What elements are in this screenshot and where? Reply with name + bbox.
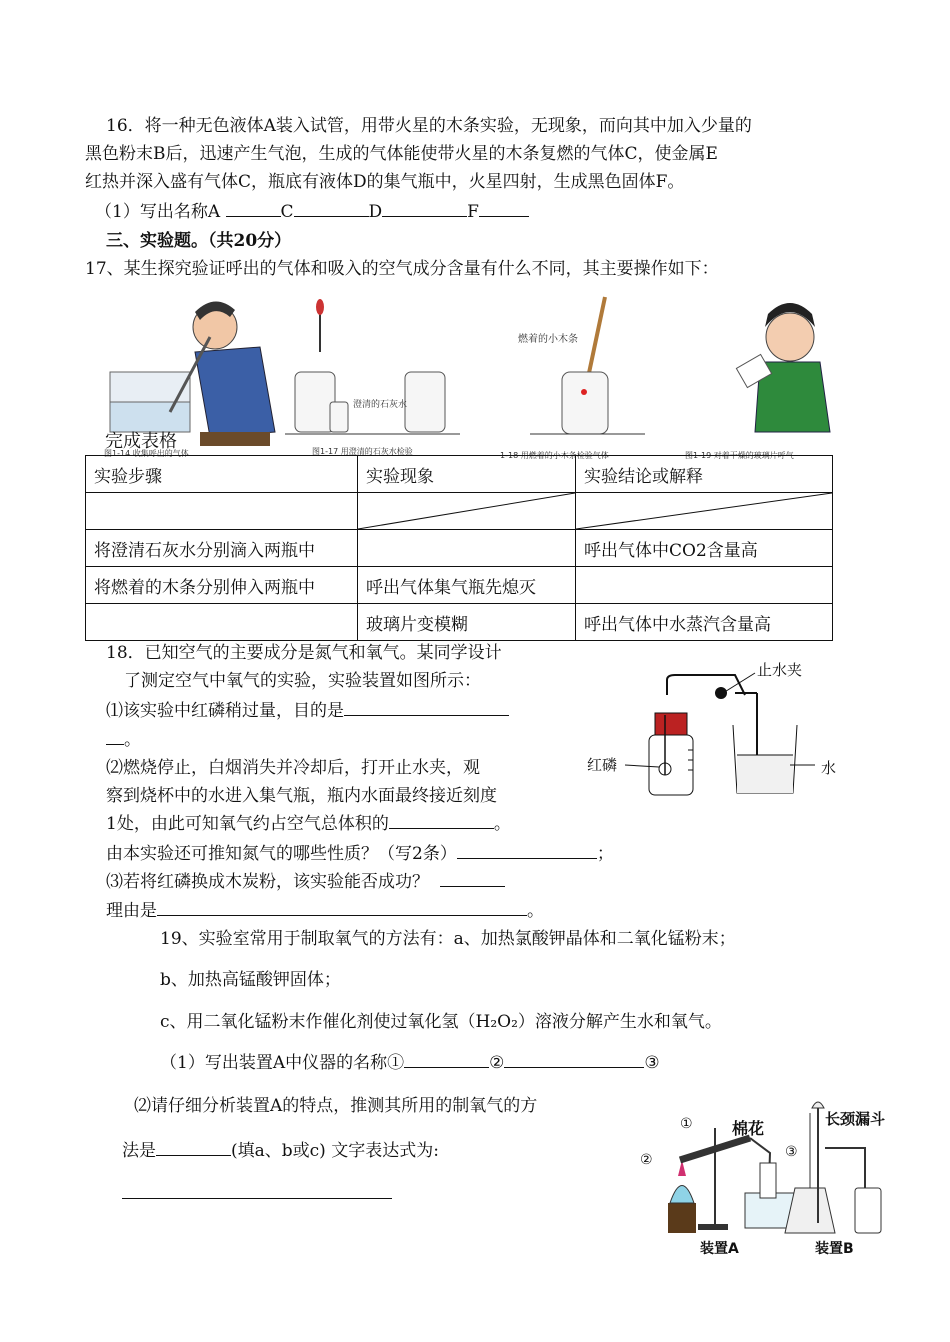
blank-charcoal-success[interactable] [440, 868, 505, 887]
blank-oxygen-fraction[interactable] [389, 810, 494, 829]
q19-sub2b-text: 法是 [122, 1141, 156, 1161]
q18-p3-text: ⑶若将红磷换成木炭粉，该实验能否成功？ [106, 872, 429, 892]
girl-figure [685, 303, 830, 460]
phosphorus-label: 红磷 [587, 756, 618, 774]
q19-line2: b、加热高锰酸钾固体； [160, 970, 341, 990]
q18-p2c [106, 810, 511, 838]
q19-line3: c、用二氧化锰粉末作催化剂使过氧化氢（H₂O₂）溶液分解产生水和氧气。 [160, 1012, 722, 1032]
blank-instrument-2[interactable] [504, 1049, 644, 1068]
q18-p2d [106, 840, 614, 868]
limewater-figure [285, 299, 460, 456]
section3-title: 三、实验题。（共20分） [106, 231, 292, 251]
fig14-caption: 图1-14 收集呼出的气体 [104, 449, 189, 458]
blank-equation[interactable] [122, 1198, 392, 1199]
q19-sub2a: ⑵请仔细分析装置A的特点，推测其所用的制氧气的方 [134, 1096, 538, 1116]
q17-figures [100, 292, 860, 460]
cell-r2-c3: 呼出气体中CO2含量高 [576, 530, 833, 567]
cell-r3-c3[interactable] [576, 567, 833, 604]
cell-r4-c2: 玻璃片变模糊 [358, 604, 576, 641]
header-step: 实验步骤 [86, 456, 358, 493]
label-c: C [280, 202, 294, 222]
q19-sub2b-end: (填a、b或c) 文字表达式为: [231, 1141, 439, 1161]
q18-p3b-end: 。 [527, 901, 544, 921]
q18-p1 [106, 697, 509, 725]
table-header-row [86, 456, 833, 493]
cell-r1-c1[interactable] [86, 493, 358, 530]
limewater-label: 澄清的石灰水 [353, 400, 408, 410]
water-label: 水 [821, 759, 837, 777]
q18-p2c-text: 1处，由此可知氧气约占空气总体积的 [106, 814, 389, 834]
blank-nitrogen-properties[interactable] [457, 840, 597, 859]
q18-apparatus [585, 655, 850, 805]
cell-r2-c1: 将澄清石灰水分别滴入两瓶中 [86, 530, 358, 567]
blank-q18-purpose[interactable] [344, 697, 509, 716]
q19-sub1-3: ③ [644, 1053, 660, 1073]
blank-q18-purpose-cont[interactable] [106, 726, 124, 745]
q18-p2b: 察到烧杯中的水进入集气瓶，瓶内水面最终接近刻度 [106, 786, 497, 806]
cell-r1-c3 [576, 493, 833, 530]
table-row [86, 493, 833, 530]
header-conclusion: 实验结论或解释 [576, 456, 833, 493]
q19-apparatus [640, 1098, 895, 1260]
blank-instrument-1[interactable] [404, 1049, 489, 1068]
diagonal-line [576, 493, 832, 529]
cell-r1-c2 [358, 493, 576, 530]
q19-sub2b [122, 1137, 439, 1165]
q18-p1-text: ⑴该实验中红磷稍过量，目的是 [106, 701, 344, 721]
q16-line1: 16．将一种无色液体A装入试管，用带火星的木条实验，无现象，而向其中加入少量的 [106, 116, 752, 136]
q18-p2d-end: ； [596, 844, 614, 864]
cell-r3-c1: 将燃着的木条分别伸入两瓶中 [86, 567, 358, 604]
complete-table-label: 完成表格 [105, 431, 177, 452]
device-b-label: 装置B [815, 1241, 854, 1257]
table-row [86, 530, 833, 567]
stick-label: 燃着的小木条 [518, 334, 578, 345]
q18-p3b [106, 897, 544, 925]
q16-line2: 黑色粉末B后，迅速产生气泡，生成的气体能使带火星的木条复燃的气体C，使金属E [85, 144, 718, 164]
device-a-label: 装置A [700, 1241, 739, 1257]
table-row [86, 604, 833, 641]
blank-d[interactable] [382, 198, 467, 217]
q19-sub1-text: （1）写出装置A中仪器的名称① [160, 1053, 405, 1073]
q19-sub1 [160, 1049, 660, 1077]
q19-line1: 19、实验室常用于制取氧气的方法有：a、加热氯酸钾晶体和二氧化锰粉末； [160, 929, 736, 949]
q18-p3 [106, 868, 505, 896]
num2-label: ② [640, 1152, 653, 1168]
header-phenomenon: 实验现象 [358, 456, 576, 493]
blank-reason[interactable] [157, 897, 527, 916]
clamp-label: 止水夹 [757, 661, 803, 679]
label-f: F [467, 202, 479, 222]
q18-p2c-end: 。 [493, 814, 511, 834]
blank-a[interactable] [226, 198, 281, 217]
label-d: D [368, 202, 383, 222]
fig17-caption: 图1-17 用澄清的石灰水检验 [312, 447, 413, 456]
fig18-caption: 1-18 用燃着的小木条检验气体 [500, 451, 609, 460]
q16-line3: 红热并深入盛有气体C，瓶底有液体D的集气瓶中，火星四射，生成黑色固体F。 [85, 172, 685, 192]
q18-p1-end: 。 [124, 730, 141, 750]
q18-p1-cont [106, 726, 141, 754]
q18-p2d-text: 由本实验还可推知氮气的哪些性质？（写2条） [106, 844, 457, 864]
q18-p3b-text: 理由是 [106, 901, 157, 921]
cotton-label: 棉花 [732, 1119, 765, 1138]
clamp-icon [715, 687, 727, 699]
blank-method[interactable] [156, 1137, 231, 1156]
cell-r4-c1[interactable] [86, 604, 358, 641]
stick-figure [500, 297, 645, 460]
q18-line1: 18．已知空气的主要成分是氮气和氧气。某同学设计 [106, 643, 502, 663]
table-row [86, 567, 833, 604]
cell-r4-c3: 呼出气体中水蒸汽含量高 [576, 604, 833, 641]
cell-r3-c2: 呼出气体集气瓶先熄灭 [358, 567, 576, 604]
q18-p2a: ⑵燃烧停止，白烟消失并冷却后，打开止水夹，观 [106, 758, 480, 778]
cell-r2-c2[interactable] [358, 530, 576, 567]
blank-f[interactable] [479, 198, 529, 217]
q17-intro: 17、某生探究验证呼出的气体和吸入的空气成分含量有什么不同，其主要操作如下： [85, 259, 719, 279]
funnel-label: 长颈漏斗 [825, 1110, 886, 1128]
diagonal-line [358, 493, 575, 529]
num3-label: ③ [785, 1144, 798, 1160]
q16-sub1-prefix: （1）写出名称A [95, 202, 221, 222]
q19-sub1-2: ② [489, 1053, 505, 1073]
num1-label: ① [680, 1116, 693, 1132]
blank-c[interactable] [294, 198, 369, 217]
q16-sub1 [95, 198, 529, 226]
q18-line2: 了测定空气中氧气的实验，实验装置如图所示： [124, 671, 481, 691]
experiment-table [85, 455, 833, 641]
fig19-caption: 图1-19 对着干燥的玻璃片呼气 [685, 451, 794, 460]
